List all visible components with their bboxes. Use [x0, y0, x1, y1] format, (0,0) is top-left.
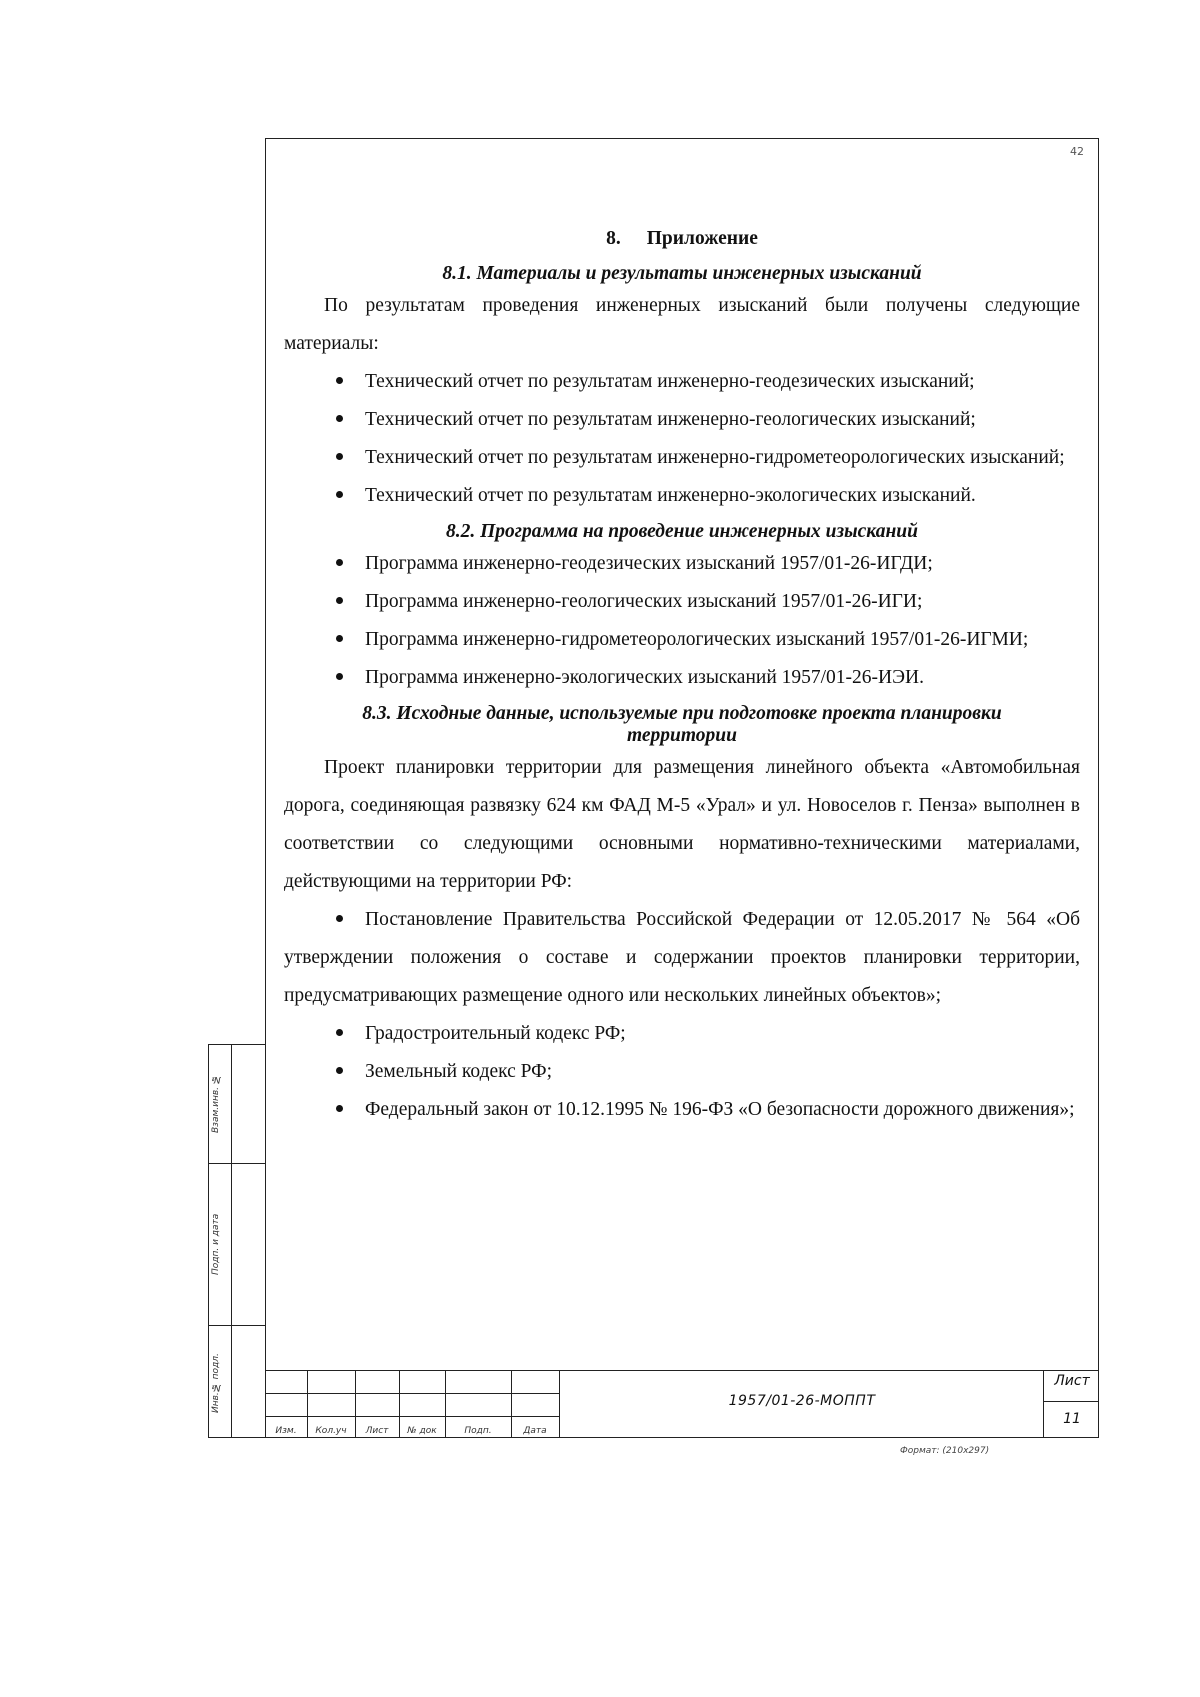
subsection-title-line: территории	[626, 725, 737, 746]
sheet-number: 11	[1063, 1411, 1081, 1427]
binding-strip	[208, 1044, 265, 1438]
binding-strip-divider	[231, 1045, 232, 1437]
section-title: Приложение	[646, 228, 758, 249]
paragraph-8-3-intro: Проект планировки территории для размещения линейного объекта «Автомобильная дорога, соединяющая развязку 624 км ФАД М-5 «Урал» и ул. Новоселов г. Пенза» выполнен в соответствии со следующими основными нормативно-техническими материалами, действующими на территории РФ:	[284, 757, 1080, 892]
bullet-icon	[336, 377, 343, 384]
list-item	[284, 583, 1080, 621]
list-item-text: Программа инженерно-геологических изысканий 1957/01-26-ИГИ;	[365, 591, 923, 612]
bullet-icon	[336, 673, 343, 680]
list-item	[284, 363, 1080, 401]
bullet-icon	[336, 415, 343, 422]
section-number: 8.	[606, 228, 621, 249]
bullet-icon	[336, 491, 343, 498]
bullet-icon	[336, 1105, 343, 1112]
page-frame	[265, 138, 1099, 1438]
bullet-icon	[336, 453, 343, 460]
title-block-row	[265, 1416, 559, 1417]
title-block-row	[1043, 1401, 1099, 1402]
page-number-top: 42	[1070, 145, 1084, 158]
document-code: 1957/01-26-МОППТ	[728, 1393, 876, 1409]
bullet-icon	[336, 559, 343, 566]
list-8-3	[284, 901, 1080, 1129]
list-item-text: Технический отчет по результатам инженерно-геологических изысканий;	[365, 409, 976, 430]
bullet-icon	[336, 1029, 343, 1036]
list-item-text: Федеральный закон от 10.12.1995 № 196-ФЗ «О безопасности дорожного движения»;	[365, 1099, 1075, 1120]
list-item-text: Технический отчет по результатам инженерно-экологических изысканий.	[365, 485, 976, 506]
title-block-divider	[559, 1371, 560, 1438]
list-item-text: Земельный кодекс РФ;	[365, 1061, 552, 1082]
binding-label-vzam: Взам.инв. №	[211, 1074, 221, 1134]
document-body	[284, 221, 1080, 1129]
section-heading	[284, 221, 1080, 257]
bullet-icon	[336, 597, 343, 604]
binding-label-inv: Инв.№ подл.	[211, 1353, 221, 1413]
caption-izm: Изм.	[275, 1426, 297, 1436]
list-8-1	[284, 363, 1080, 515]
paragraph-8-1-intro: По результатам проведения инженерных изысканий были получены следующие материалы:	[284, 295, 1080, 354]
caption-podp: Подп.	[464, 1426, 492, 1436]
subsection-title-8-3	[284, 703, 1080, 747]
caption-n-dok: № док	[407, 1426, 437, 1436]
caption-data: Дата	[523, 1426, 547, 1436]
subsection-title-line: 8.3. Исходные данные, используемые при подготовке проекта планировки	[362, 703, 1002, 724]
subsection-title-8-2: 8.2. Программа на проведение инженерных изысканий	[446, 521, 918, 542]
list-8-2	[284, 545, 1080, 697]
list-item	[284, 1053, 1080, 1091]
list-item-text: Программа инженерно-геодезических изысканий 1957/01-26-ИГДИ;	[365, 553, 933, 574]
bullet-icon	[336, 635, 343, 642]
list-item	[284, 545, 1080, 583]
format-note: Формат: (210х297)	[900, 1446, 990, 1456]
subsection-title-8-1: 8.1. Материалы и результаты инженерных изысканий	[442, 263, 922, 284]
binding-strip-row-divider	[209, 1163, 265, 1164]
bullet-icon	[336, 1067, 343, 1074]
sheet-label: Лист	[1054, 1373, 1090, 1389]
list-item	[284, 659, 1080, 697]
list-item	[284, 439, 1080, 477]
list-item-text: Технический отчет по результатам инженерно-геодезических изысканий;	[365, 371, 975, 392]
list-item	[284, 401, 1080, 439]
list-item	[284, 621, 1080, 659]
caption-kol-uch: Кол.уч	[315, 1426, 347, 1436]
list-item-text: Программа инженерно-экологических изысканий 1957/01-26-ИЭИ.	[365, 667, 924, 688]
list-item-text: Программа инженерно-гидрометеорологических изысканий 1957/01-26-ИГМИ;	[365, 629, 1029, 650]
list-item	[284, 1091, 1080, 1129]
caption-list: Лист	[365, 1426, 389, 1436]
list-item	[284, 477, 1080, 515]
list-item-text: Технический отчет по результатам инженерно-гидрометеорологических изысканий;	[365, 447, 1065, 468]
binding-label-podp: Подп. и дата	[211, 1213, 221, 1275]
binding-strip-row-divider	[209, 1325, 265, 1326]
list-item	[284, 901, 1080, 1015]
bullet-icon	[336, 915, 343, 922]
title-block-row	[265, 1393, 559, 1394]
list-item	[284, 1015, 1080, 1053]
title-block-divider	[1043, 1371, 1044, 1438]
list-item-text: Постановление Правительства Российской Федерации от 12.05.2017 № 564 «Об утверждении положения о составе и содержании проектов планировки территории, предусматривающих размещение одного или нескольких линейных объектов»;	[284, 909, 1080, 1006]
list-item-text: Градостроительный кодекс РФ;	[365, 1023, 626, 1044]
title-block	[265, 1370, 1099, 1438]
